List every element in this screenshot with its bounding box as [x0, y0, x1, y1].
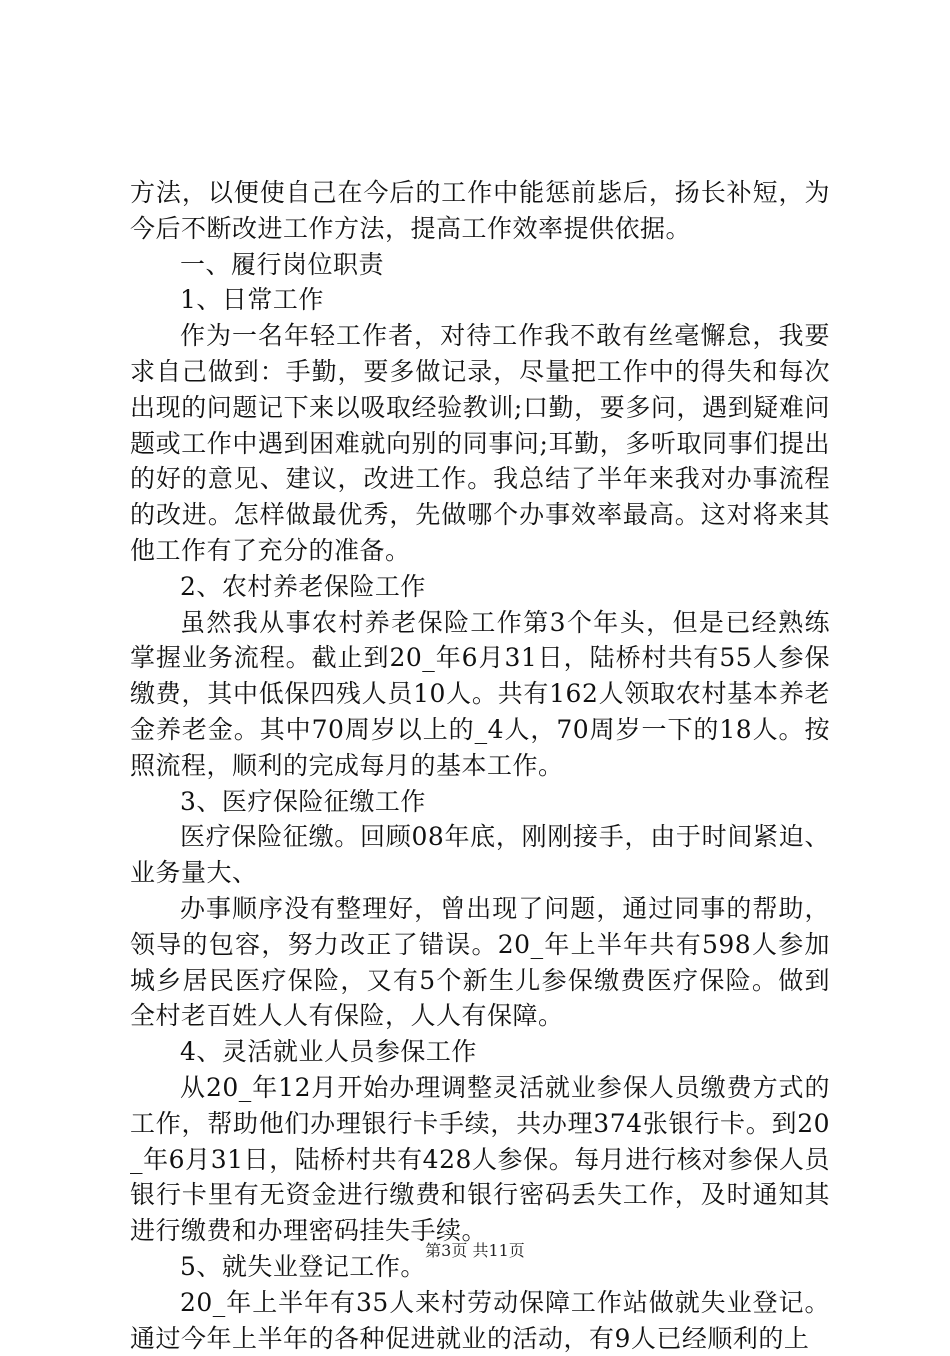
paragraph-employment-registration: 20_年上半年有35人来村劳动保障工作站做就失业登记。通过今年上半年的各种促进就业的活动，有9人已经顺利的上	[130, 1287, 830, 1353]
paragraph-flexible-employment: 从20_年12月开始办理调整灵活就业参保人员缴费方式的工作，帮助他们办理银行卡手续，共办理374张银行卡。到20_年6月31日，陆桥村共有428人参保。每月进行核对参保人员银行卡里有无资金进行缴费和银行密码丢失工作，及时通知其进行缴费和办理密码挂失手续。	[130, 1072, 830, 1246]
paragraph-rural-pension: 虽然我从事农村养老保险工作第3个年头，但是已经熟练掌握业务流程。截止到20_年6月31日，陆桥村共有55人参保缴费，其中低保四残人员10人。共有162人领取农村基本养老金养老金。其中70周岁以上的_4人，70周岁一下的18人。按照流程，顺利的完成每月的基本工作。	[130, 607, 830, 780]
document-body	[130, 175, 830, 1356]
subheading-employment-registration: 5、就失业登记工作。	[180, 1251, 426, 1281]
page-footer: 第3页 共11页	[425, 1241, 525, 1260]
section-heading-duties: 一、履行岗位职责	[180, 249, 385, 279]
paragraph-medical-insurance: 办事顺序没有整理好，曾出现了问题，通过同事的帮助，领导的包容，努力改正了错误。20_年上半年共有598人参加城乡居民医疗保险，又有5个新生儿参保缴费医疗保险。做到全村老百姓人人有保险，人人有保障。	[130, 893, 830, 1031]
subheading-daily-work: 1、日常工作	[180, 285, 324, 315]
subheading-medical-insurance: 3、医疗保险征缴工作	[180, 786, 426, 816]
paragraph-continuation: 方法，以便使自己在今后的工作中能惩前毖后，扬长补短，为今后不断改进工作方法，提高工作效率提供依据。	[130, 178, 830, 243]
paragraph-daily-work: 作为一名年轻工作者，对待工作我不敢有丝毫懈怠，我要求自己做到：手勤，要多做记录，尽量把工作中的得失和每次出现的问题记下来以吸取经验教训;口勤，要多问，遇到疑难问题或工作中遇到困难就向别的同事问;耳勤，多听取同事们提出的好的意见、建议，改进工作。我总结了半年来我对办事流程的改进。怎样做最优秀，先做哪个办事效率最高。这对将来其他工作有了充分的准备。	[130, 321, 830, 565]
subheading-rural-pension: 2、农村养老保险工作	[180, 571, 426, 601]
paragraph-medical-insurance-intro: 医疗保险征缴。回顾08年底，刚刚接手，由于时间紧迫、业务量大、	[130, 822, 830, 888]
subheading-flexible-employment: 4、灵活就业人员参保工作	[180, 1037, 477, 1067]
